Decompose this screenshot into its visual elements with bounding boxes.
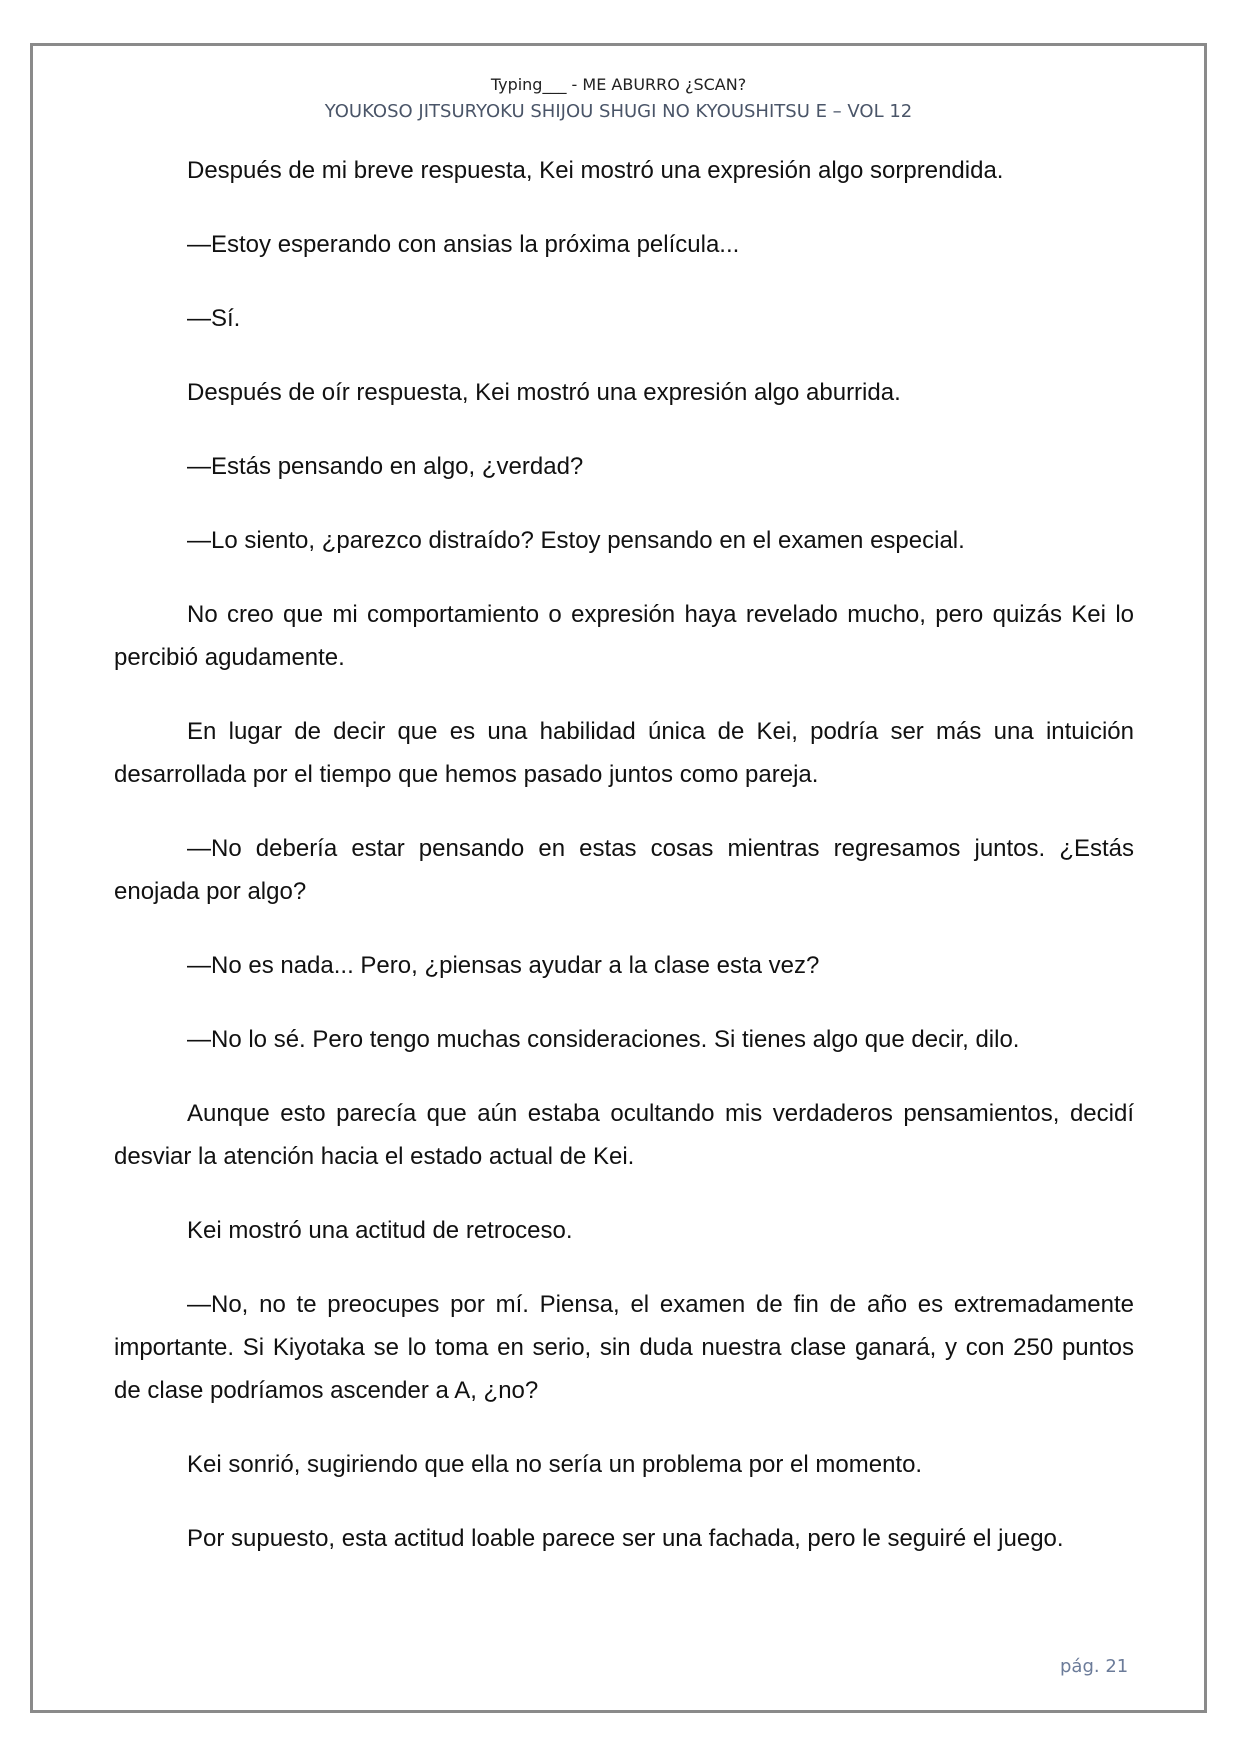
paragraph: —Estoy esperando con ansias la próxima película... xyxy=(187,231,740,258)
paragraph: Aunque esto parecía que aún estaba ocultando mis verdaderos pensamientos, decidí desviar la atención hacia el estado actual de Kei. xyxy=(114,1100,1134,1170)
paragraph: —Sí. xyxy=(187,305,241,332)
paragraph: —Estás pensando en algo, ¿verdad? xyxy=(187,453,584,480)
paragraph: No creo que mi comportamiento o expresión haya revelado mucho, pero quizás Kei lo percibió agudamente. xyxy=(114,601,1134,671)
paragraph: —No lo sé. Pero tengo muchas consideraciones. Si tienes algo que decir, dilo. xyxy=(187,1026,1020,1053)
paragraph: —No, no te preocupes por mí. Piensa, el examen de fin de año es extremadamente importante. Si Kiyotaka se lo toma en serio, sin duda nuestra clase ganará, y con 250 puntos de clase podríamos ascender a A, ¿no? xyxy=(114,1291,1134,1404)
paragraph: En lugar de decir que es una habilidad única de Kei, podría ser más una intuición desarrollada por el tiempo que hemos pasado juntos como pareja. xyxy=(114,718,1134,788)
paragraph: Después de oír respuesta, Kei mostró una expresión algo aburrida. xyxy=(187,379,901,406)
paragraph: Kei sonrió, sugiriendo que ella no sería un problema por el momento. xyxy=(187,1451,923,1478)
paragraph: —No es nada... Pero, ¿piensas ayudar a la clase esta vez? xyxy=(187,952,820,979)
page-number: pág. 21 xyxy=(1060,1656,1129,1677)
paragraph: Después de mi breve respuesta, Kei mostró una expresión algo sorprendida. xyxy=(187,157,1004,184)
paragraph: Kei mostró una actitud de retroceso. xyxy=(187,1217,573,1244)
document-body xyxy=(114,149,1134,1591)
paragraph: —No debería estar pensando en estas cosas mientras regresamos juntos. ¿Estás enojada por algo? xyxy=(114,835,1134,905)
paragraph: —Lo siento, ¿parezco distraído? Estoy pensando en el examen especial. xyxy=(187,527,965,554)
header-title-line: YOUKOSO JITSURYOKU SHIJOU SHUGI NO KYOUSHITSU E – VOL 12 xyxy=(324,101,913,122)
header-credit-line: Typing___ - ME ABURRO ¿SCAN? xyxy=(490,75,747,94)
paragraph: Por supuesto, esta actitud loable parece ser una fachada, pero le seguiré el juego. xyxy=(187,1525,1064,1552)
